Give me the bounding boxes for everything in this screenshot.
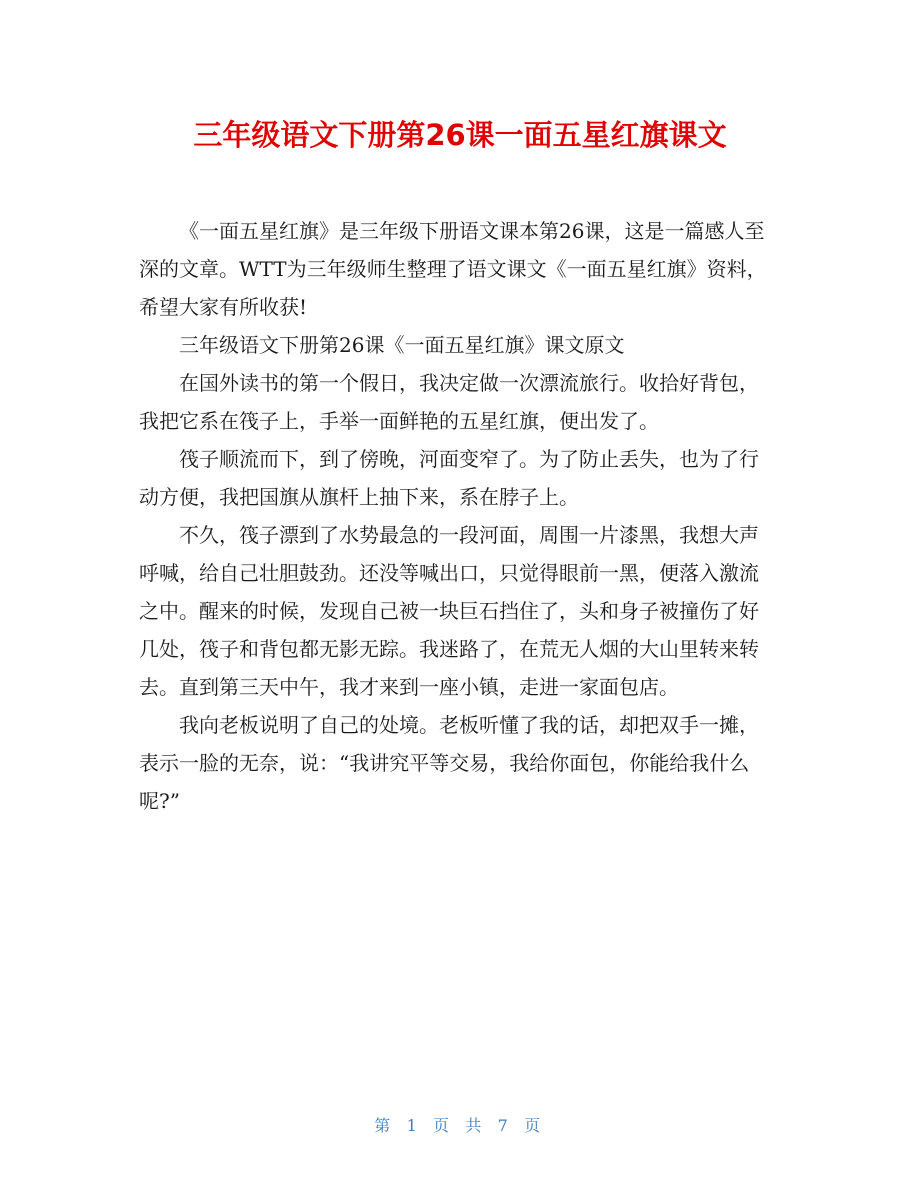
paragraph-intro: 《一面五星红旗》是三年级下册语文课本第26课，这是一篇感人至深的文章。WTT为三年级师生整理了语文课文《一面五星红旗》资料，希望大家有所收获! — [139, 219, 767, 319]
paragraph-1: 在国外读书的第一个假日，我决定做一次漂流旅行。收拾好背包，我把它系在筏子上，手举一面鲜艳的五星红旗，便出发了。 — [139, 371, 759, 433]
paragraph-3: 不久，筏子漂到了水势最急的一段河面，周围一片漆黑，我想大声呼喊，给自己壮胆鼓劲。还没等喊出口，只觉得眼前一黑，便落入激流之中。醒来的时候，发现自己被一块巨石挡住了，头和身子被撞伤了好几处，筏子和背包都无影无踪。我迷路了，在荒无人烟的大山里转来转去。直到第三天中午，我才来到一座小镇，走进一家面包店。 — [139, 523, 759, 699]
page-number-footer — [0, 1114, 920, 1138]
paragraph-subheading: 三年级语文下册第26课《一面五星红旗》课文原文 — [179, 333, 625, 357]
page-number-label: 第 1 页 共 7 页 — [374, 1116, 546, 1135]
document-body — [139, 212, 775, 820]
paragraph-4: 我向老板说明了自己的处境。老板听懂了我的话，却把双手一摊，表示一脸的无奈，说：“我讲究平等交易，我给你面包，你能给我什么呢?” — [139, 713, 759, 813]
paragraph-2: 筏子顺流而下，到了傍晚，河面变窄了。为了防止丢失，也为了行动方便，我把国旗从旗杆上抽下来，系在脖子上。 — [139, 447, 759, 509]
document-title: 三年级语文下册第26课一面五星红旗课文 — [193, 118, 727, 152]
